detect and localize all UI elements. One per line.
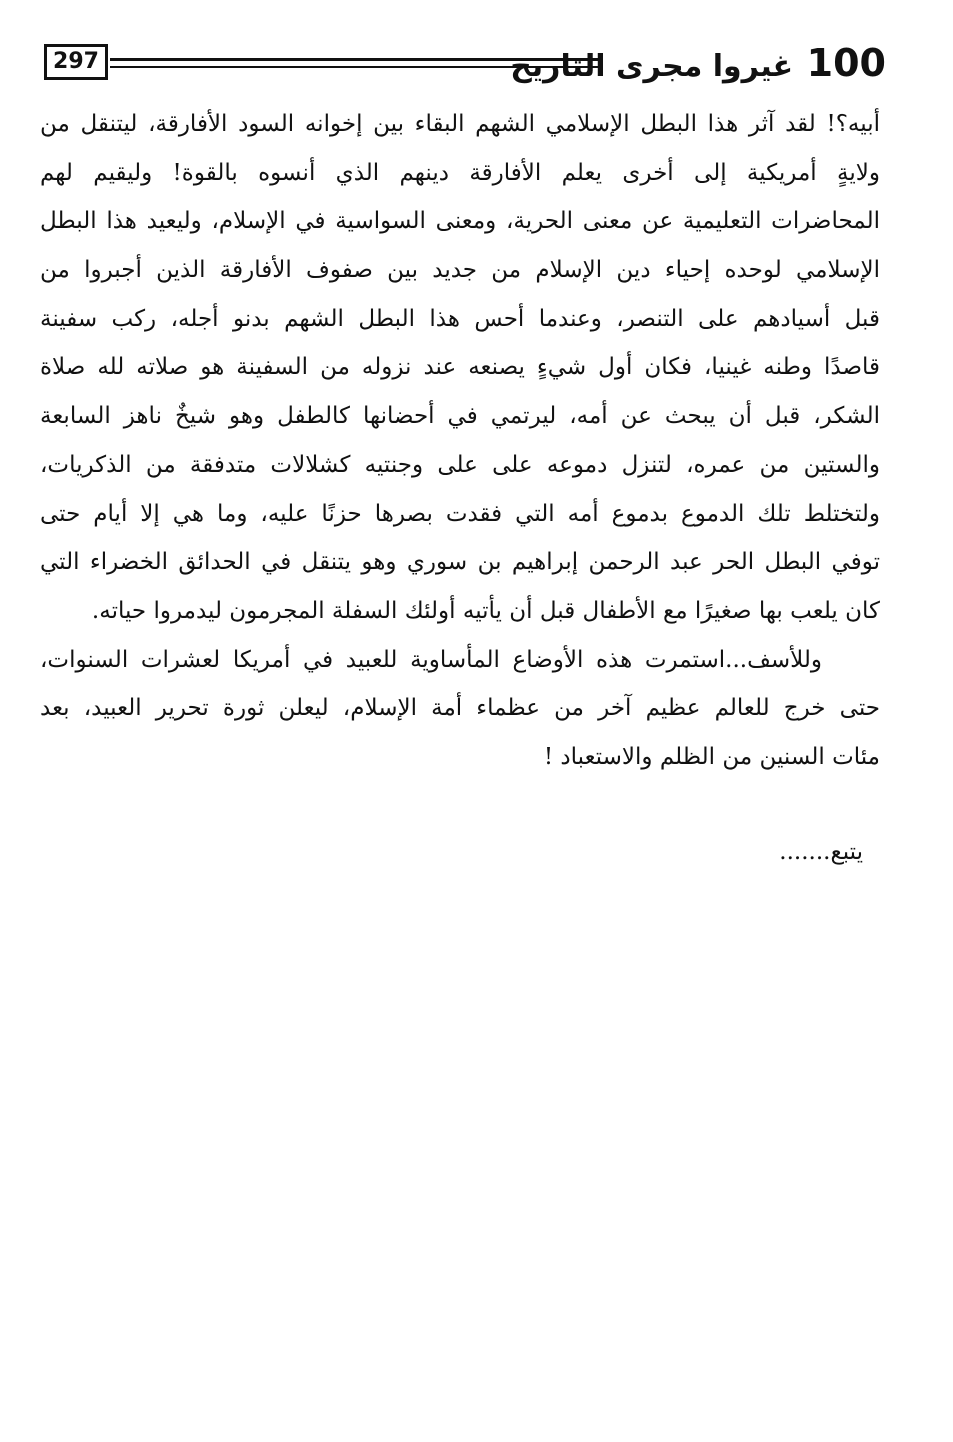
text-line: ولتختلط تلك الدموع بدموع أمه التي فقدت بصرها حزنًا عليه، وما هي إلا أيام حتى (40, 500, 880, 527)
text-line: توفي البطل الحر عبد الرحمن إبراهيم بن سوري وهو يتنقل في الحدائق الخضراء التي (40, 549, 880, 576)
text-line: وللأسف...استمرت هذه الأوضاع المأساوية للعبيد في أمريكا لعشرات السنوات، (40, 646, 822, 673)
text-line: حتى خرج للعالم عظيم آخر من عظماء أمة الإسلام، ليعلن ثورة تحرير العبيد، بعد (40, 695, 880, 722)
paragraph-2 (40, 636, 880, 782)
running-header (44, 38, 886, 90)
header-title (510, 38, 886, 90)
book-number: 100 (806, 41, 886, 85)
text-line: المحاضرات التعليمية عن معنى الحرية، ومعنى السواسية في الإسلام، وليعيد هذا البطل (40, 208, 880, 235)
text-line: الإسلامي لوحده إحياء دين الإسلام من جديد بين صفوف الأفارقة الذين أجبروا من (40, 257, 880, 284)
text-line: ولايةٍ أمريكية إلى أخرى يعلم الأفارقة دينهم الذي أنسوه بالقوة! وليقيم لهم (40, 159, 880, 186)
text-line: قبل أسيادهم على التنصر، وعندما أحس هذا البطل الشهم بدنو أجله، ركب سفينة (40, 305, 880, 332)
body-text (40, 100, 880, 782)
continued-label: يتبع....... (779, 839, 863, 865)
text-line: مئات السنين من الظلم والاستعباد ! (543, 743, 880, 770)
book-title: غيروا مجرى التاريخ (510, 49, 794, 84)
text-line: أبيه؟! لقد آثر هذا البطل الإسلامي الشهم البقاء بين إخوانه السود الأفارقة، ليتنقل من (40, 111, 880, 137)
text-line: الشكر، قبل أن يبحث عن أمه، ليرتمي في أحضانها كالطفل وهو شيخٌ ناهز السابعة (40, 403, 880, 430)
text-line: كان يلعب بها صغيرًا مع الأطفال قبل أن يأتيه أولئك السفلة المجرمون ليدمروا حياته. (91, 597, 880, 624)
paragraph-1 (40, 100, 880, 636)
page-number: 297 (44, 44, 108, 80)
text-line: قاصدًا وطنه غينيا، فكان أول شيءٍ يصنعه عند نزوله من السفينة هو صلاته لله صلاة (40, 354, 880, 381)
text-line: والستين من عمره، لتنزل دموعه على على وجنتيه كشلالات متدفقة من الذكريات، (40, 451, 880, 478)
